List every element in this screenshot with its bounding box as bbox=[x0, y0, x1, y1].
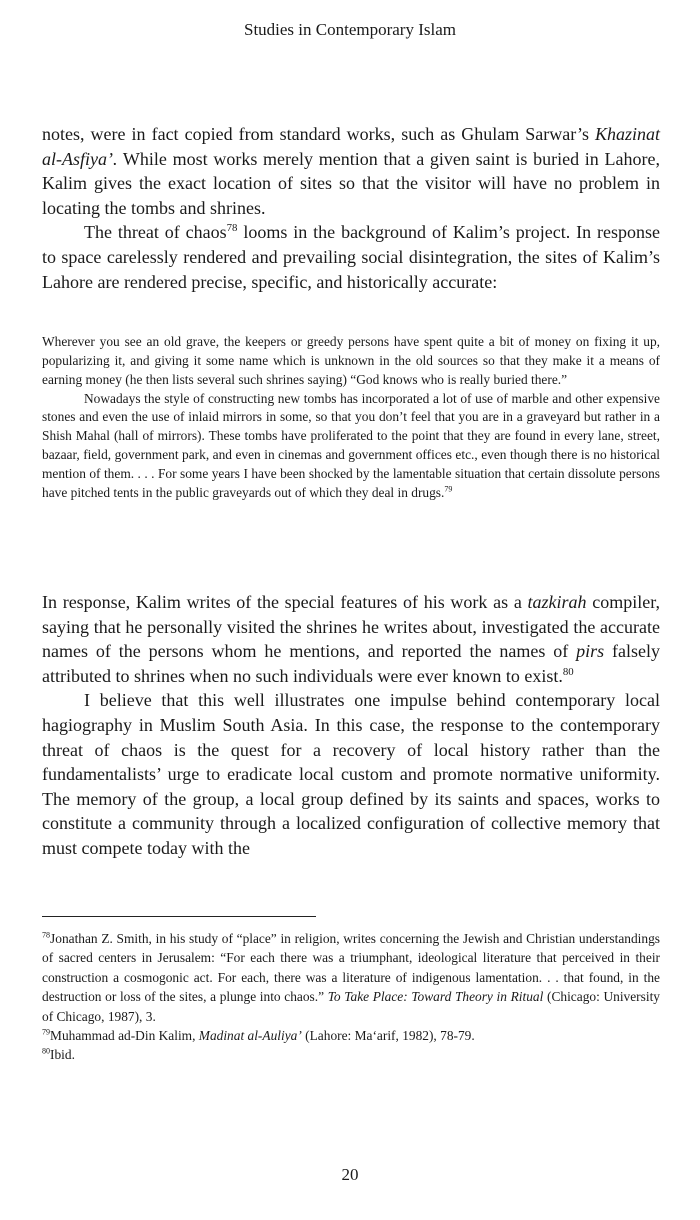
paragraph-4: I believe that this well illustrates one impulse behind contemporary local hagiography in Muslim South Asia. In this case, the response to the contemporary threat of chaos is the quest for a recovery of local history rather than the fundamentalists’ urge to eradicate local custom and promote normative uniformity. The memory of the group, a local group defined by its saints and spaces, works to constitute a community through a localized configuration of collective memory that must compete today with the bbox=[42, 690, 660, 858]
quote-paragraph-1: Wherever you see an old grave, the keepers or greedy persons have spent quite a bit of money on fixing it up, popularizing it, and giving it some name which is unknown in the old sources so that they make it a means of earning money (he then lists several such shrines saying) “God knows who is really buried there.” bbox=[42, 334, 660, 387]
quote-paragraph-2: Nowadays the style of constructing new tombs has incorporated a lot of use of marble and other expensive stones and even the use of inlaid mirrors in some, so that you don’t feel that you are in a graveyard but rather in a Shish Mahal (hall of mirrors). These tombs have proliferated to the point that they are found in every lane, street, bazaar, field, government park, and even in cinemas and government offices etc., even though there is no historical mention of them. . . . For some years I have been shocked by the lamentable situation that certain dissolute persons have pitched tents in the public graveyards out of which they deal in drugs.$^{79}$ bbox=[42, 390, 660, 500]
block-quote bbox=[42, 333, 660, 503]
book-title: Khazinat al-Asfiya’. bbox=[42, 124, 660, 169]
paragraph-1: notes, were in fact copied from standard works, such as Ghulam Sarwar’s Khazinat al-Asfiya’. While most works merely mention that a given saint is buried in Lahore, Kalim gives the exact location of sites so that the visitor will have no problem in locating the tombs and shrines. bbox=[42, 124, 660, 218]
body-text-upper bbox=[42, 122, 660, 294]
footnote-79: $^{79}$Muhammad ad-Din Kalim, Madinat al-Auliya’ (Lahore: Ma‘arif, 1982), 78-79. bbox=[42, 1027, 475, 1044]
running-header: Studies in Contemporary Islam bbox=[243, 20, 456, 39]
footnote-ref-80[interactable]: 80 bbox=[562, 665, 574, 678]
footnote-ref-79[interactable]: 79 bbox=[444, 484, 453, 494]
footnotes bbox=[42, 929, 660, 1065]
paragraph-3: In response, Kalim writes of the special features of his work as a tazkirah compiler, saying that he personally visited the shrines he writes about, investigated the accurate names of the persons whom he mentions, and reported the names of pirs falsely attributed to shrines when no such individuals were ever known to exist.$^{80}$ bbox=[42, 592, 660, 686]
footnote-ref-78[interactable]: 78 bbox=[226, 222, 238, 235]
italic-term-pirs: pirs bbox=[576, 641, 605, 662]
paragraph-2: The threat of chaos$^{78}$ looms in the background of Kalim’s project. In response to space carelessly rendered and prevailing social disintegration, the sites of Kalim’s Lahore are rendered precise, specific, and historically accurate: bbox=[42, 222, 660, 292]
footnote-78: $^{78}$Jonathan Z. Smith, in his study of “place” in religion, writes concerning the Jewish and Christian understandings of sacred centers in Jerusalem: “For each there was a triumphant, ideological literature that perceived in their construction a cosmogonic act. For each, there was a literature of indigenous lamentation. . . that found, in the destruction or loss of the sites, a plunge into chaos.” To Take Place: Toward Theory in Ritual (Chicago: University of Chicago, 1987), 3. bbox=[42, 930, 660, 1024]
body-text-lower bbox=[42, 590, 660, 861]
footnote-separator bbox=[42, 916, 316, 917]
page-number: 20 bbox=[341, 1165, 359, 1184]
italic-term-tazkirah: tazkirah bbox=[527, 592, 587, 612]
footnote-80: $^{80}$Ibid. bbox=[42, 1046, 75, 1063]
